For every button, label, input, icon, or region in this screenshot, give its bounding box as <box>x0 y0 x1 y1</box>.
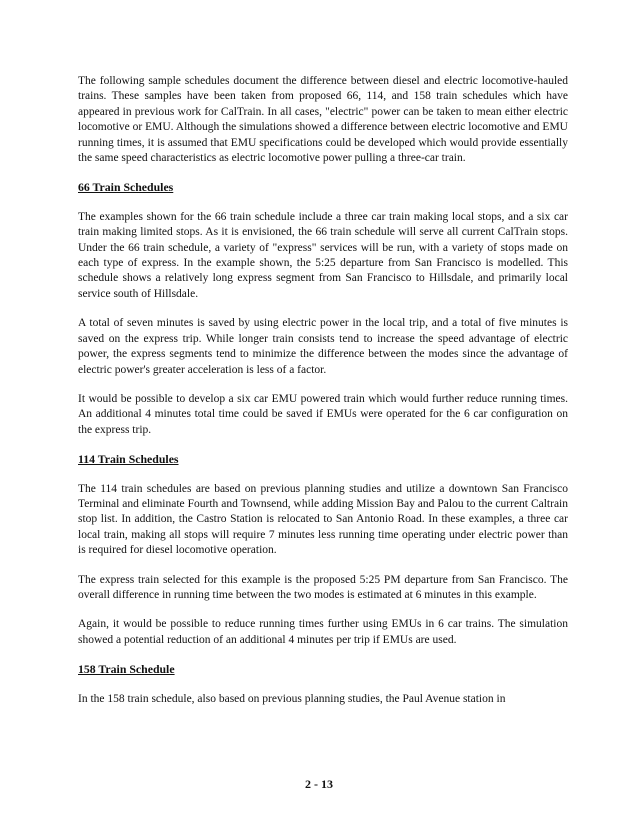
section-heading-114: 114 Train Schedules <box>78 452 179 467</box>
section-114-paragraph-3: Again, it would be possible to reduce running times further using EMUs in 6 car trains. The simulation showed a potential reduction of an additional 4 minutes per trip if EMUs are used. <box>78 618 568 646</box>
page-number: 2 - 13 <box>305 777 333 791</box>
section-66-paragraph-1: The examples shown for the 66 train schedule include a three car train making local stops, and a six car train making limited stops. As it is envisioned, the 66 train schedule will serve all current CalTrain stops. Under the 66 train schedule, a variety of "express" services will be run, with a variety of stops made on each type of express. In the example shown, the 5:25 departure from San Francisco is modelled. This schedule shows a relatively long express segment from San Francisco to Hillsdale, and primarily local service south of Hillsdale. <box>78 210 568 300</box>
section-114-paragraph-2: The express train selected for this example is the proposed 5:25 PM departure from San Francisco. The overall difference in running time between the two modes is estimated at 6 minutes in this example. <box>78 573 568 601</box>
section-heading-66: 66 Train Schedules <box>78 180 174 195</box>
section-heading-158: 158 Train Schedule <box>78 662 175 677</box>
section-66-paragraph-3: It would be possible to develop a six car EMU powered train which would further reduce running times. An additional 4 minutes total time could be saved if EMUs were operated for the 6 car configuration on the express trip. <box>78 392 568 436</box>
section-114-paragraph-1: The 114 train schedules are based on previous planning studies and utilize a downtown San Francisco Terminal and eliminate Fourth and Townsend, while adding Mission Bay and Palou to the current Caltrain stop list. In addition, the Castro Station is relocated to San Antonio Road. In these examples, a three car local train, making all stops will require 7 minutes less running time operating under electric power than is required for diesel locomotive operation. <box>78 482 568 557</box>
section-158-paragraph-1: In the 158 train schedule, also based on previous planning studies, the Paul Avenue station in <box>78 692 506 705</box>
document-page <box>78 74 568 721</box>
intro-paragraph: The following sample schedules document the difference between diesel and electric locomotive-hauled trains. These samples have been taken from proposed 66, 114, and 158 train schedules which have appeared in previous work for CalTrain. In all cases, "electric" power can be taken to mean either electric locomotive or EMU. Although the simulations showed a difference between electric locomotive and EMU running times, it is assumed that EMU specifications could be developed which would provide essentially the same speed characteristics as electric locomotive power pulling a three-car train. <box>78 75 568 165</box>
section-66-paragraph-2: A total of seven minutes is saved by using electric power in the local trip, and a total of five minutes is saved on the express trip. While longer train consists tend to increase the speed advantage of electric power, the express segments tend to minimize the difference between the modes since the advantage of electric power's greater acceleration is less of a factor. <box>78 317 568 376</box>
